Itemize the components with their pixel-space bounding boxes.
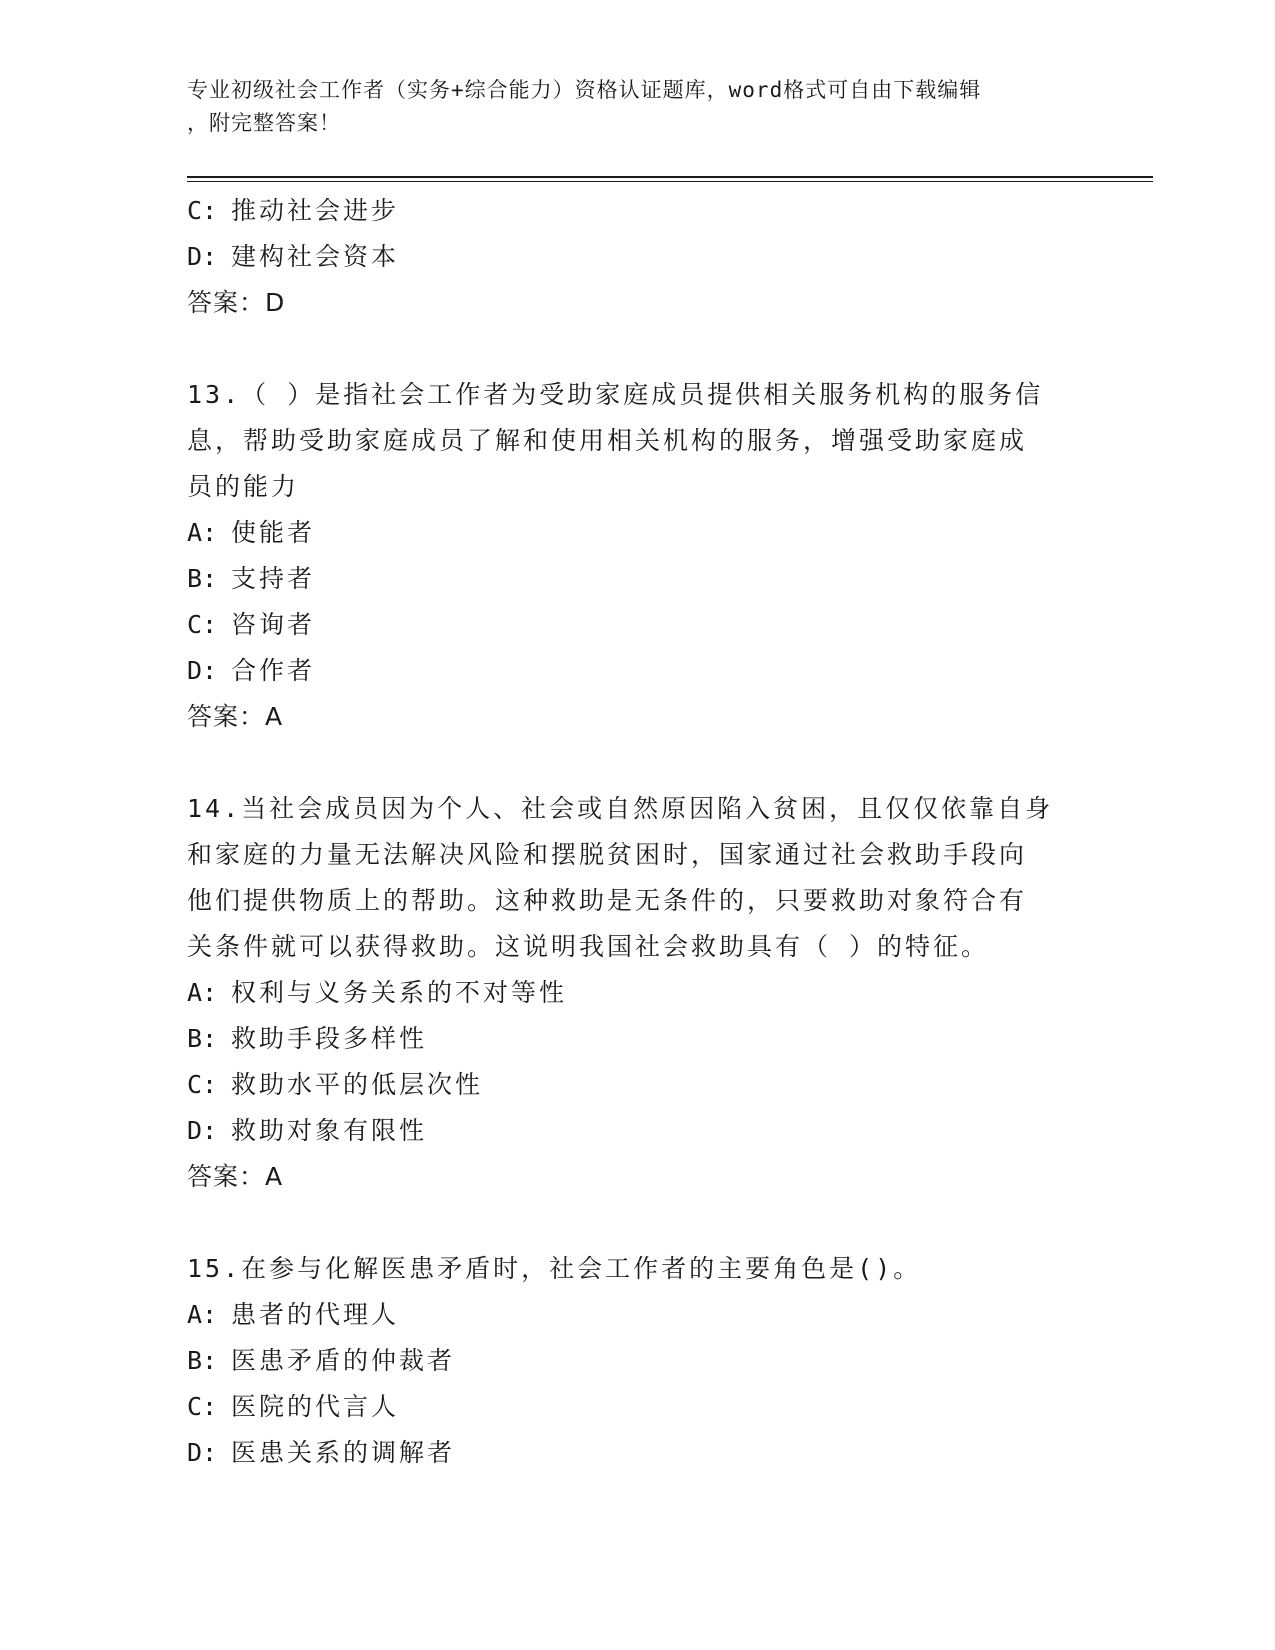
option-text: 建构社会资本 [231, 242, 400, 271]
header-line-1: 专业初级社会工作者（实务+综合能力）资格认证题库，word格式可自由下载编辑 [187, 78, 982, 102]
option-text: 医院的代言人 [231, 1392, 400, 1421]
option-b [187, 1016, 1087, 1062]
question-15 [187, 1246, 1087, 1476]
option-key: C: [187, 610, 218, 639]
option-b [187, 556, 1087, 602]
option-text: 支持者 [231, 564, 316, 593]
option-key: B: [187, 564, 218, 593]
question-stem-line: 关条件就可以获得救助。这说明我国社会救助具有（ ）的特征。 [187, 932, 990, 961]
option-key: B: [187, 1024, 218, 1053]
option-c [187, 602, 1087, 648]
option-text: 救助手段多样性 [231, 1024, 428, 1053]
option-a [187, 970, 1087, 1016]
question-content [187, 188, 1087, 1476]
option-d [187, 1430, 1087, 1476]
spacer [187, 1200, 1087, 1246]
option-b [187, 1338, 1087, 1384]
option-text: 使能者 [231, 518, 316, 547]
option-d [187, 234, 1087, 280]
option-key: A: [187, 1300, 218, 1329]
option-c [187, 1062, 1087, 1108]
header-rule-thick [187, 176, 1153, 178]
question-stem-line: 他们提供物质上的帮助。这种救助是无条件的，只要救助对象符合有 [187, 886, 1028, 915]
answer-line: 答案：A [187, 702, 284, 731]
question-stem-line: 和家庭的力量无法解决风险和摆脱贫困时，国家通过社会救助手段向 [187, 840, 1028, 869]
question-14 [187, 786, 1087, 1200]
option-text: 医患关系的调解者 [231, 1438, 456, 1467]
page-header [187, 74, 1087, 140]
question-stem-line: 15.在参与化解医患矛盾时，社会工作者的主要角色是()。 [187, 1254, 922, 1283]
option-text: 患者的代理人 [231, 1300, 400, 1329]
question-stem-line: 13.（ ）是指社会工作者为受助家庭成员提供相关服务机构的服务信 [187, 380, 1044, 409]
option-key: D: [187, 1116, 218, 1145]
option-text: 咨询者 [231, 610, 316, 639]
option-c [187, 1384, 1087, 1430]
answer-line: 答案：A [187, 1162, 284, 1191]
option-text: 推动社会进步 [231, 196, 400, 225]
option-key: B: [187, 1346, 218, 1375]
option-text: 医患矛盾的仲裁者 [231, 1346, 456, 1375]
option-key: C: [187, 1070, 218, 1099]
option-key: D: [187, 242, 218, 271]
option-key: D: [187, 1438, 218, 1467]
option-key: A: [187, 518, 218, 547]
option-text: 权利与义务关系的不对等性 [231, 978, 568, 1007]
option-d [187, 648, 1087, 694]
option-text: 救助对象有限性 [231, 1116, 428, 1145]
prev-question [187, 188, 1087, 326]
option-d [187, 1108, 1087, 1154]
option-a [187, 1292, 1087, 1338]
header-line-2: ，附完整答案！ [187, 111, 341, 135]
option-key: C: [187, 1392, 218, 1421]
answer-line: 答案：D [187, 288, 286, 317]
spacer [187, 326, 1087, 372]
question-stem-line: 14.当社会成员因为个人、社会或自然原因陷入贫困，且仅仅依靠自身 [187, 794, 1054, 823]
header-rule-thin [187, 181, 1153, 182]
option-c [187, 188, 1087, 234]
option-text: 救助水平的低层次性 [231, 1070, 484, 1099]
option-text: 合作者 [231, 656, 316, 685]
option-key: A: [187, 978, 218, 1007]
question-13 [187, 372, 1087, 740]
option-key: C: [187, 196, 218, 225]
question-stem-line: 息，帮助受助家庭成员了解和使用相关机构的服务，增强受助家庭成 [187, 426, 1028, 455]
question-stem-line: 员的能力 [187, 472, 300, 501]
option-a [187, 510, 1087, 556]
option-key: D: [187, 656, 218, 685]
spacer [187, 740, 1087, 786]
